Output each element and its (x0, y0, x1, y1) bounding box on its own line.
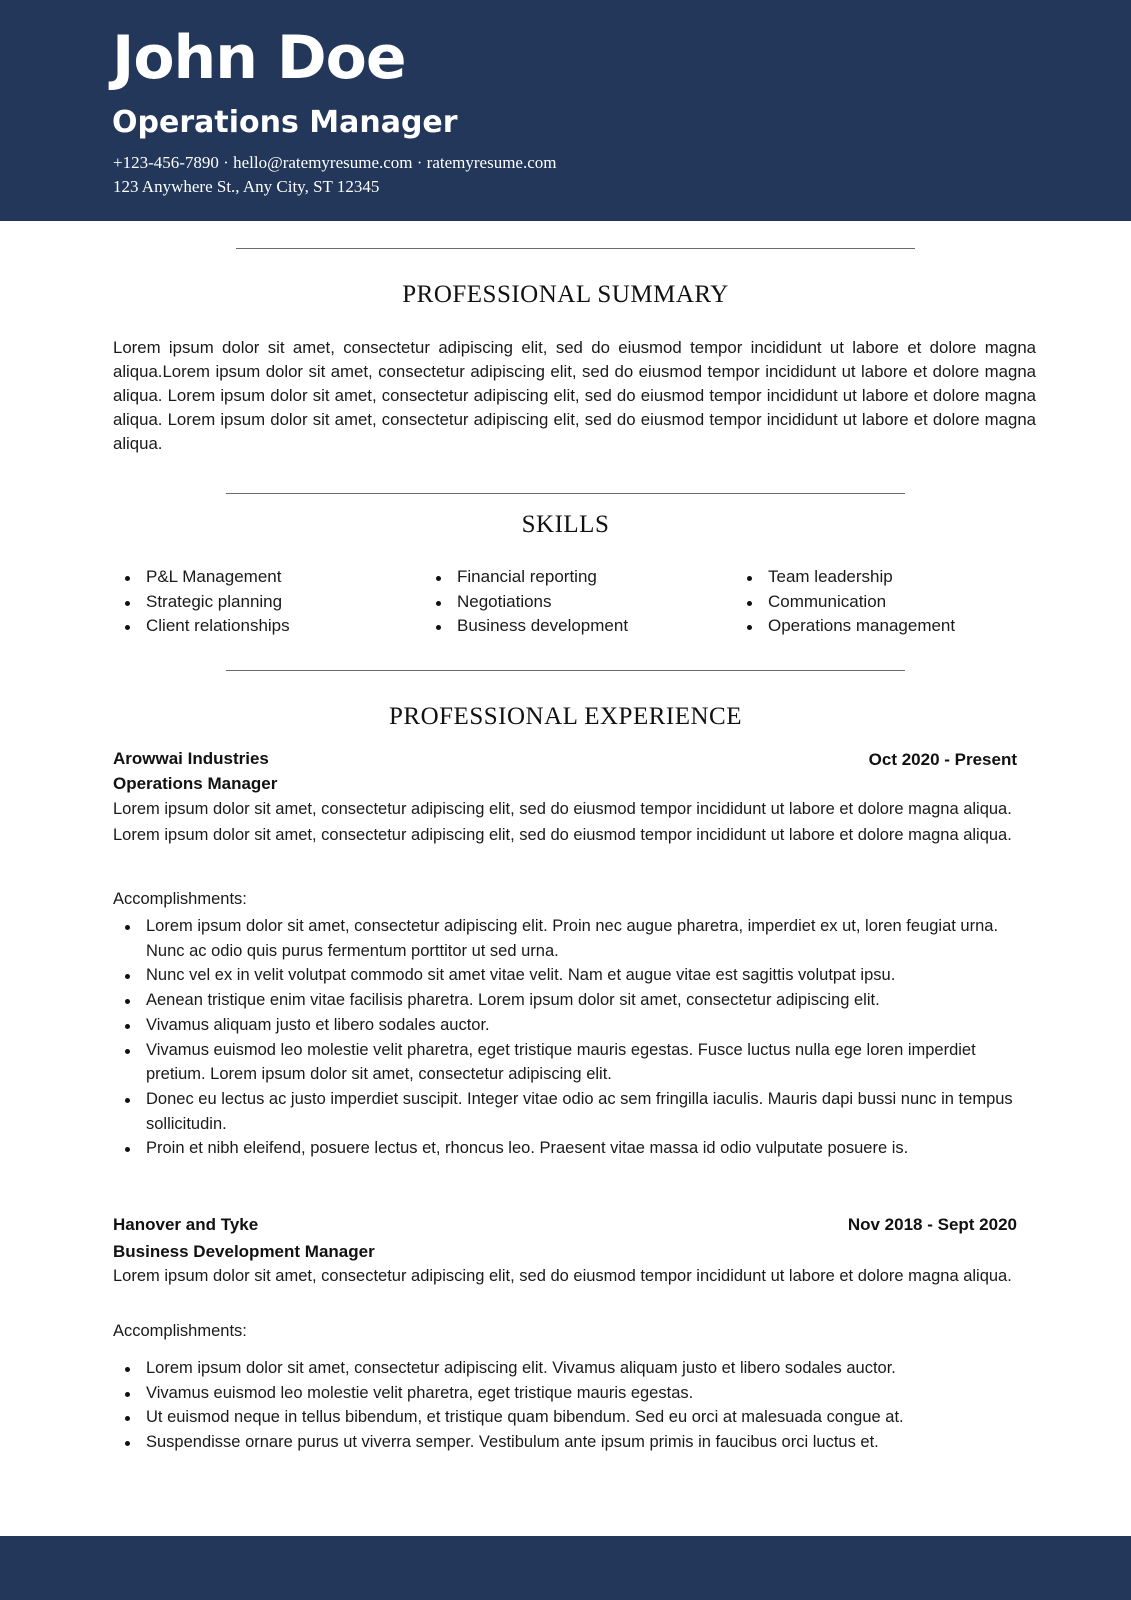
job-title: Business Development Manager (113, 1242, 375, 1261)
accomplishment-item: Aenean tristique enim vitae facilisis pharetra. Lorem ipsum dolor sit amet, consectetur adipiscing elit. (113, 988, 1018, 1013)
skills-heading: SKILLS (521, 511, 610, 538)
footer-band (0, 1536, 1131, 1600)
summary-text: Lorem ipsum dolor sit amet, consectetur adipiscing elit, sed do eiusmod tempor incididunt ut labore et dolore magna aliqua.Lorem ipsum dolor sit amet, consectetur adipiscing elit, sed do eiusmod tempor incididunt ut labore et dolore magna aliqua. Lorem ipsum dolor sit amet, consectetur adipiscing elit, sed do eiusmod tempor incididunt ut labore et dolore magna aliqua. Lorem ipsum dolor sit amet, consectetur adipiscing elit, sed do eiusmod tempor incididunt ut labore et dolore magna aliqua. (113, 338, 1036, 453)
skill-item: Client relationships (113, 614, 290, 639)
accomplishments-list (113, 1356, 1018, 1455)
accomplishment-item: Donec eu lectus ac justo imperdiet suscipit. Integer vitae odio ac sem fringilla iaculis. Mauris dapi bussi nunc in tempus sollicitudin. (113, 1087, 1018, 1136)
contact-line: +123-456-7890 · hello@ratemyresume.com · ratemyresume.com (113, 153, 557, 172)
experience-heading: PROFESSIONAL EXPERIENCE (389, 703, 742, 730)
header-banner (0, 0, 1131, 221)
skill-item: P&L Management (113, 565, 290, 590)
summary-heading: PROFESSIONAL SUMMARY (402, 281, 729, 308)
job-title: Operations Manager (113, 774, 278, 793)
skill-item: Team leadership (735, 565, 955, 590)
accomplishment-item: Ut euismod neque in tellus bibendum, et tristique quam bibendum. Sed eu orci at malesuada congue at. (113, 1405, 1018, 1430)
accomplishment-item: Proin et nibh eleifend, posuere lectus et, rhoncus leo. Praesent vitae massa id odio vulputate posuere is. (113, 1136, 1018, 1161)
job-company: Arowwai Industries (113, 749, 269, 768)
skill-item: Operations management (735, 614, 955, 639)
accomplishment-item: Nunc vel ex in velit volutpat commodo sit amet vitae velit. Nam et augue vitae est sagittis volutpat ipsu. (113, 963, 1018, 988)
skill-item: Business development (424, 614, 628, 639)
section-divider (226, 670, 905, 671)
job-company: Hanover and Tyke (113, 1215, 259, 1234)
accomplishment-item: Vivamus euismod leo molestie velit pharetra, eget tristique mauris egestas. Fusce luctus nulla ege loren imperdiet pretium. Lorem ipsum dolor sit amet, consectetur adipiscing elit. (113, 1038, 1018, 1087)
section-divider (226, 493, 905, 494)
accomplishment-item: Vivamus euismod leo molestie velit pharetra, eget tristique mauris egestas. (113, 1381, 1018, 1406)
skill-item: Strategic planning (113, 590, 290, 615)
skill-item: Communication (735, 590, 955, 615)
accomplishments-list (113, 914, 1018, 1161)
accomplishments-label: Accomplishments: (113, 1322, 247, 1340)
accomplishment-item: Lorem ipsum dolor sit amet, consectetur adipiscing elit. Vivamus aliquam justo et libero sodales auctor. (113, 1356, 1018, 1381)
address-line: 123 Anywhere St., Any City, ST 12345 (113, 177, 380, 196)
job-dates: Oct 2020 - Present (868, 750, 1017, 769)
skills-column-2 (424, 565, 628, 639)
skill-item: Financial reporting (424, 565, 628, 590)
skills-column-1 (113, 565, 290, 639)
accomplishments-label: Accomplishments: (113, 890, 247, 908)
candidate-name: John Doe (112, 23, 406, 93)
accomplishment-item: Vivamus aliquam justo et libero sodales auctor. (113, 1013, 1018, 1038)
skill-item: Negotiations (424, 590, 628, 615)
skills-column-3 (735, 565, 955, 639)
job-description: Lorem ipsum dolor sit amet, consectetur adipiscing elit, sed do eiusmod tempor incididunt ut labore et dolore magna aliqua. Lorem ipsum dolor sit amet, consectetur adipiscing elit, sed do eiusmod tempor incididunt ut labore et dolore magna aliqua. (113, 800, 1012, 844)
accomplishment-item: Lorem ipsum dolor sit amet, consectetur adipiscing elit. Proin nec augue pharetra, imperdiet ex ut, loren feugiat urna. Nunc ac odio quis purus fermentum porttitor ut sed urna. (113, 914, 1018, 963)
accomplishment-item: Suspendisse ornare purus ut viverra semper. Vestibulum ante ipsum primis in faucibus orci luctus et. (113, 1430, 1018, 1455)
section-divider (236, 248, 915, 249)
job-description: Lorem ipsum dolor sit amet, consectetur adipiscing elit, sed do eiusmod tempor incididunt ut labore et dolore magna aliqua. (113, 1267, 1012, 1285)
candidate-role: Operations Manager (112, 105, 458, 140)
job-dates: Nov 2018 - Sept 2020 (847, 1215, 1017, 1234)
